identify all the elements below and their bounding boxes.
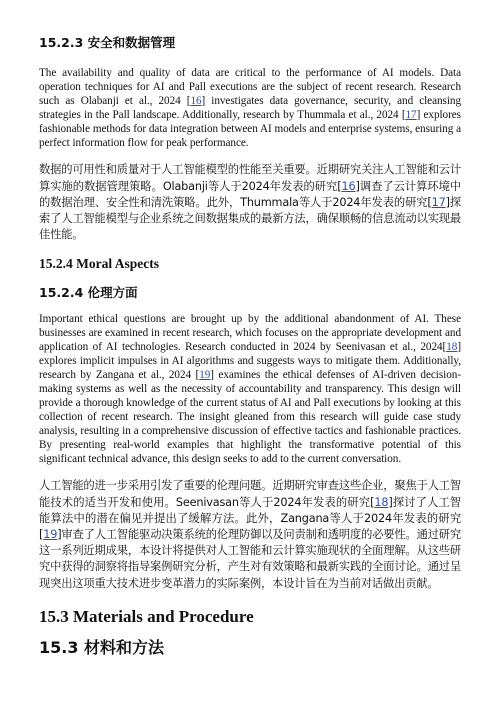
citation-link-16[interactable]: 16 xyxy=(190,94,202,107)
citation-link-19[interactable]: 19 xyxy=(199,369,211,382)
paragraph-text: ] examines the ethical defenses of AI-driven decision-making systems as well as the necessity of accountability and transparency. This design will provide a thorough knowledge of the current status of AI and Pall executions by looking at this collection of recent research. The insight gleaned from this research will guide case study analysis, resulting in a comprehensive discussion of effective tactics and fashionable practices. By presenting real-world examples that highlight the transformative potential of this significant technical advance, this design seeks to add to the current conversation. xyxy=(39,369,461,465)
paragraph-moral-aspects-cn xyxy=(39,478,461,591)
heading-15-2-3: 15.2.3 安全和数据管理 xyxy=(39,35,176,50)
paragraph-text: Important ethical questions are brought up by the additional abandonment of AI. These businesses are examined in recent research, which focuses on the appropriate development and application of AI technologies. Research conducted in 2024 by Seenivasan et al., 2024[ xyxy=(39,313,461,354)
heading-15-2-4-en: 15.2.4 Moral Aspects xyxy=(39,256,159,272)
paragraph-text: ] explores fashionable methods for data integration between AI models and enterprise systems, ensuring a perfect information flow for peak performance. xyxy=(39,108,461,149)
citation-link-16[interactable]: 16 xyxy=(341,179,356,193)
heading-15-2-4-cn: 15.2.4 伦理方面 xyxy=(39,285,138,301)
citation-link-17[interactable]: 17 xyxy=(431,195,446,209)
paragraph-text: 数据的可用性和质量对于人工智能模型的性能至关重要。近期研究关注人工智能和云计算实施的数据管理策略。Olabanji等人于2024年发表的研究[ xyxy=(39,163,461,193)
paragraph-data-management-en xyxy=(39,67,461,150)
heading-15-3-en: 15.3 Materials and Procedure xyxy=(39,606,254,626)
paragraph-data-management-cn xyxy=(39,162,461,243)
paragraph-text: The availability and quality of data are critical to the performance of AI models. Data operation techniques for AI and Pall executions are the subject of recent research. Research such as Olabanji et al., 2024 [ xyxy=(39,67,461,107)
paragraph-text: 人工智能的进一步采用引发了重要的伦理问题。近期研究审查这些企业，聚焦于人工智能技术的适当开发和使用。Seenivasan等人于2024年发表的研究[ xyxy=(39,479,461,509)
citation-link-18[interactable]: 18 xyxy=(446,341,458,354)
paragraph-moral-aspects-en xyxy=(39,313,461,466)
paragraph-text: ]调查了云计算环境中的数据治理、安全性和清洗策略。此外，Thummala等人于2024年发表的研究[ xyxy=(39,179,461,209)
paragraph-text: ]探讨了人工智能算法中的潜在偏见并提出了缓解方法。此外，Zangana等人于2024年发表的研究[ xyxy=(39,495,461,542)
paragraph-text: ]探索了人工智能模型与企业系统之间数据集成的最新方法，确保顺畅的信息流动以实现最佳性能。 xyxy=(39,195,461,242)
citation-link-19[interactable]: 19 xyxy=(43,528,58,542)
heading-15-3-cn: 15.3 材料和方法 xyxy=(39,637,165,657)
paragraph-text: ] investigates data governance, security, and cleansing strategies in the Pall landscape. Additionally, research by Thummala et al., 2024 [ xyxy=(39,94,461,121)
paragraph-text: ] explores implicit impulses in AI algorithms and suggests ways to mitigate them. Additionally, research by Zangana et al., 2024 [ xyxy=(39,341,461,382)
citation-link-18[interactable]: 18 xyxy=(374,495,389,509)
paragraph-text: ]审查了人工智能驱动决策系统的伦理防御以及问责制和透明度的必要性。通过研究这一系列近期成果，本设计将提供对人工智能和云计算实施现状的全面理解。从这些研究中获得的洞察将指导案例研究分析，产生对有效策略和最新实践的全面讨论。通过呈现突出这项重大技术进步变革潜力的实际案例，本设计旨在为当前对话做出贡献。 xyxy=(39,528,461,590)
citation-link-17[interactable]: 17 xyxy=(405,108,417,121)
document-page xyxy=(39,34,461,659)
